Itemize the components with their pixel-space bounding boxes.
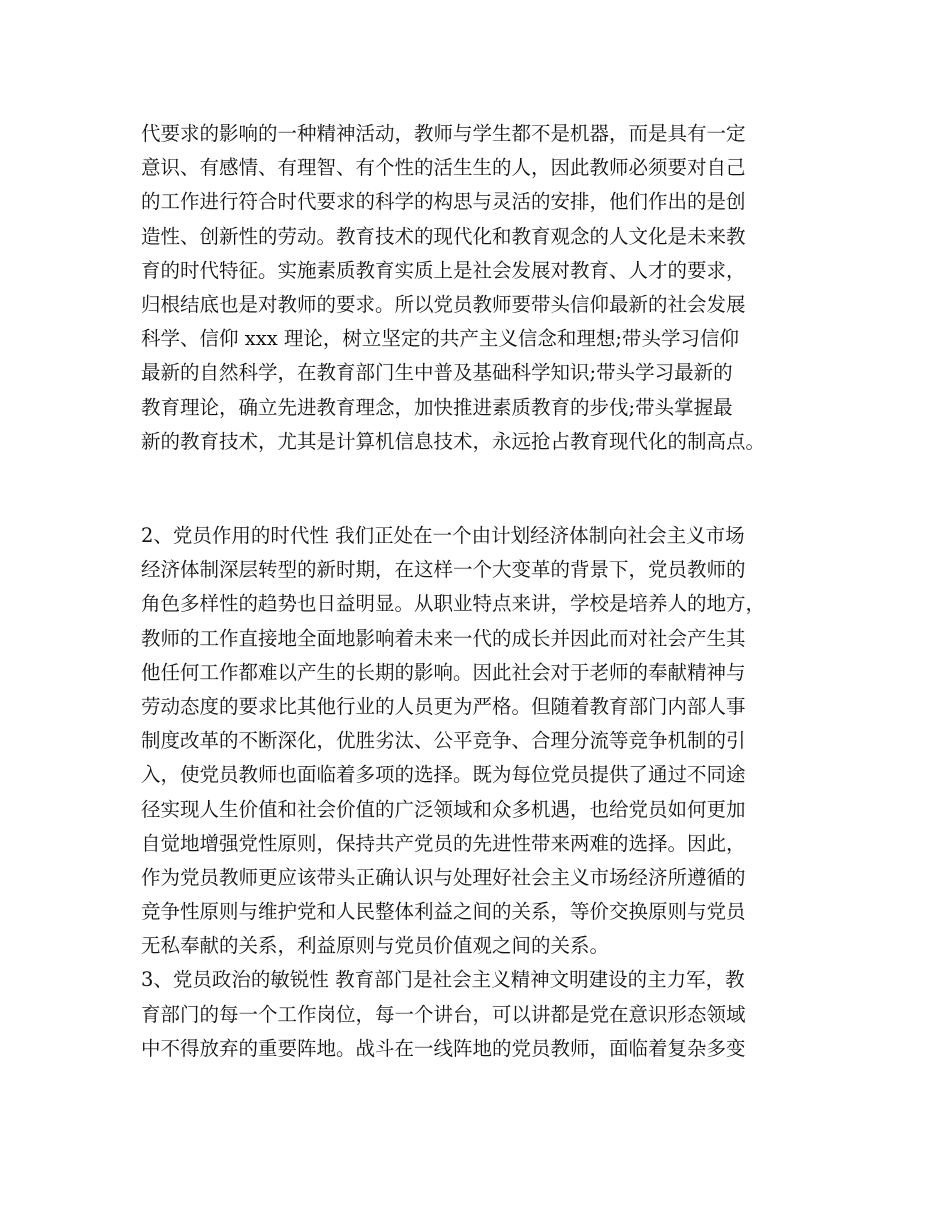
text-line: 归根结底也是对教师的要求。所以党员教师要带头信仰最新的社会发展 (141, 292, 746, 316)
text-line: 劳动态度的要求比其他行业的人员更为严格。但随着教育部门内部人事 (141, 694, 746, 718)
text-line: 教育理论，确立先进教育理念，加快推进素质教育的步伐;带头掌握最 (141, 395, 733, 419)
text-line: 科学、信仰 xxx 理论，树立坚定的共产主义信念和理想;带头学习信仰 (141, 327, 739, 351)
text-line: 竞争性原则与维护党和人民整体利益之间的关系，等价交换原则与党员 (141, 900, 746, 924)
text-line: 经济体制深层转型的新时期，在这样一个大变革的背景下，党员教师的 (141, 558, 746, 582)
text-line: 意识、有感情、有理智、有个性的活生生的人，因此教师必须要对自己 (141, 156, 746, 180)
text-line: 中不得放弃的重要阵地。战斗在一线阵地的党员教师，面临着复杂多变 (141, 1036, 746, 1060)
text-line: 造性、创新性的劳动。教育技术的现代化和教育观念的人文化是未来教 (141, 224, 746, 248)
text-line: 入，使党员教师也面临着多项的选择。既为每位党员提供了通过不同途 (141, 763, 746, 787)
text-line: 最新的自然科学，在教育部门生中普及基础科学知识;带头学习最新的 (141, 361, 733, 385)
paragraph-2 (141, 519, 841, 1066)
text-line: 角色多样性的趋势也日益明显。从职业特点来讲，学校是培养人的地方， (141, 592, 766, 616)
text-line: 3、党员政治的敏锐性 教育部门是社会主义精神文明建设的主力军，教 (141, 968, 745, 992)
text-line: 新的教育技术，尤其是计算机信息技术，永远抢占教育现代化的制高点。 (141, 429, 766, 453)
text-line: 的工作进行符合时代要求的科学的构思与灵活的安排，他们作出的是创 (141, 190, 746, 214)
text-line: 他任何工作都难以产生的长期的影响。因此社会对于老师的奉献精神与 (141, 660, 746, 684)
text-line: 制度改革的不断深化，优胜劣汰、公平竞争、合理分流等竞争机制的引 (141, 729, 746, 753)
paragraph-1 (141, 117, 841, 459)
text-line: 教师的工作直接地全面地影响着未来一代的成长并因此而对社会产生其 (141, 626, 746, 650)
text-line: 代要求的影响的一种精神活动，教师与学生都不是机器，而是具有一定 (141, 122, 746, 145)
text-line: 无私奉献的关系，利益原则与党员价值观之间的关系。 (141, 934, 610, 958)
text-line: 育部门的每一个工作岗位，每一个讲台，可以讲都是党在意识形态领域 (141, 1002, 746, 1026)
text-line: 作为党员教师更应该带头正确认识与处理好社会主义市场经济所遵循的 (141, 865, 746, 889)
text-line: 育的时代特征。实施素质教育实质上是社会发展对教育、人才的要求， (141, 258, 746, 282)
text-line: 自觉地增强党性原则，保持共产党员的先进性带来两难的选择。因此， (141, 831, 746, 855)
text-line: 径实现人生价值和社会价值的广泛领域和众多机遇，也给党员如何更加 (141, 797, 746, 821)
text-line: 2、党员作用的时代性 我们正处在一个由计划经济体制向社会主义市场 (141, 524, 745, 547)
